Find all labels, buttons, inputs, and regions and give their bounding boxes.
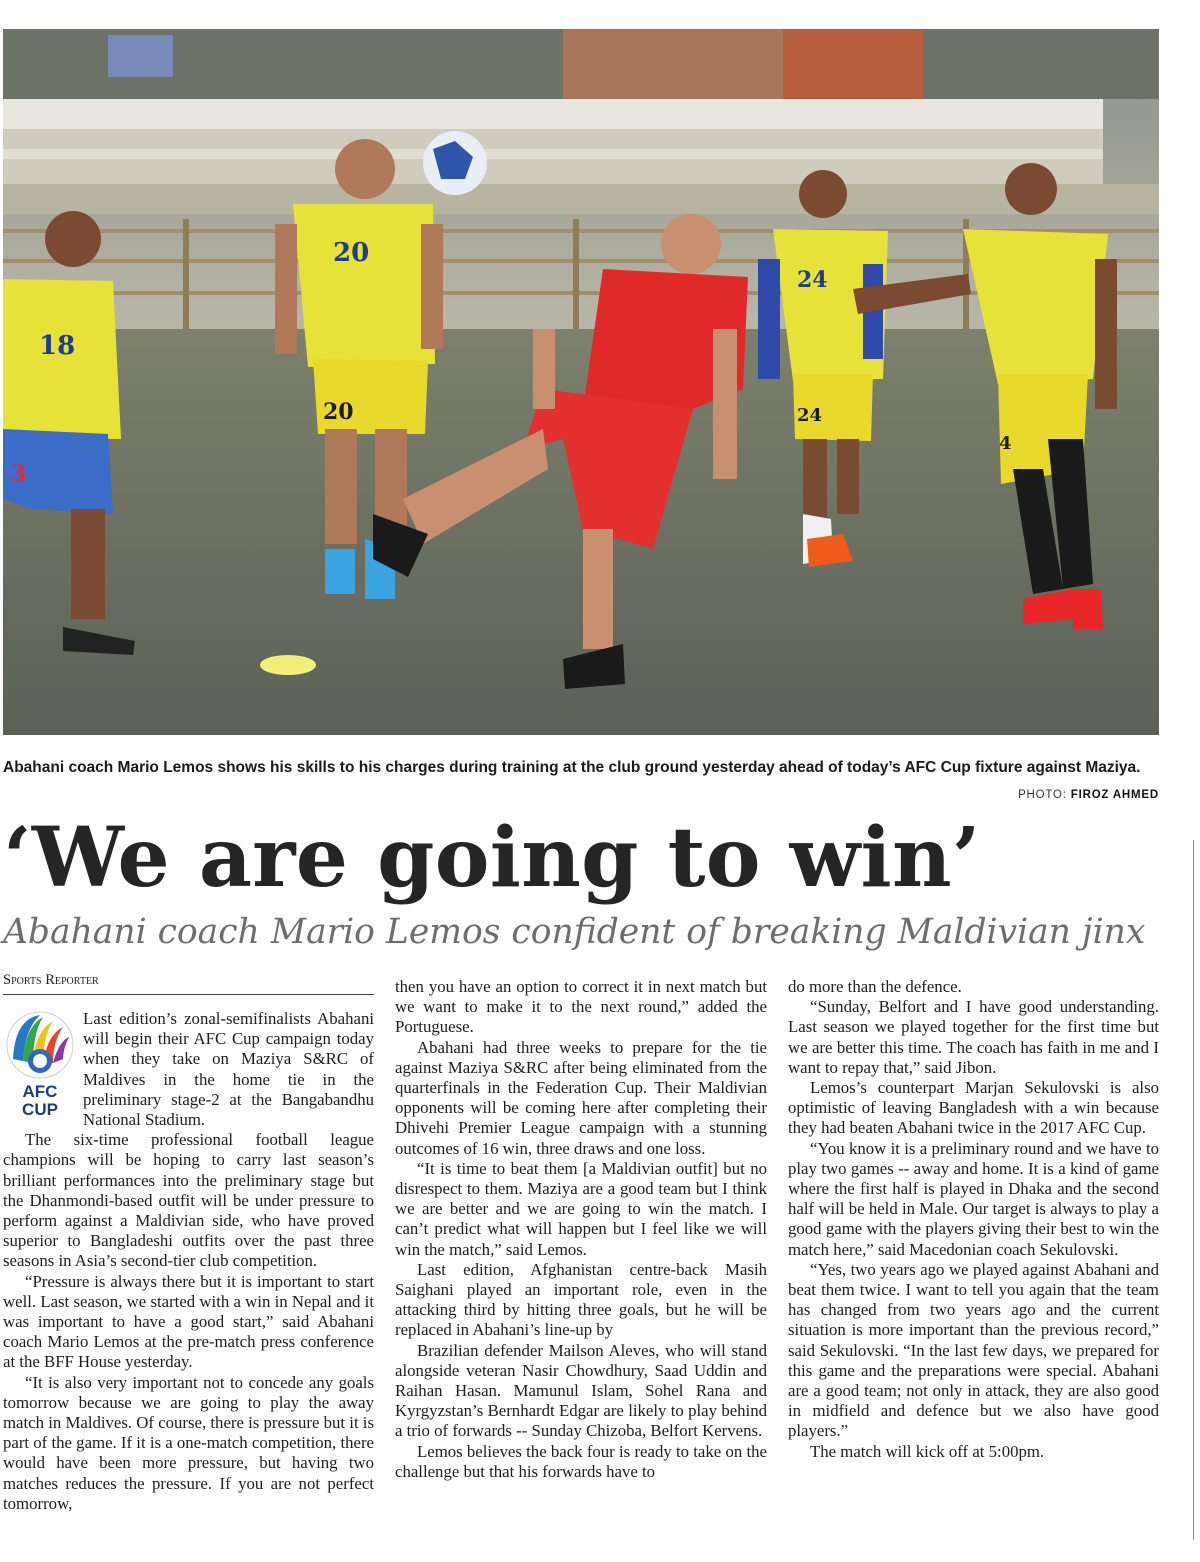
paragraph: Lemos’s counterpart Marjan Sekulovski is also optimistic of leaving Bangladesh with a win because they had beaten Abahani twice in the 2017 AFC Cup. (788, 1078, 1159, 1138)
afc-logo-line1: AFC (22, 1082, 58, 1101)
headline: ‘We are going to win’ (3, 810, 981, 906)
svg-text:20: 20 (333, 238, 370, 268)
paragraph: do more than the defence. (788, 977, 962, 996)
paragraph: “It is time to beat them [a Maldivian outfit] but no disrespect to them. Maziya are a good team but I think we are better and we are going to win the match. I can’t predict what will happen but I feel like we will win the match,” said Lemos. (395, 1158, 767, 1259)
article-column-1 (3, 1009, 374, 1514)
article-photo (3, 29, 1159, 735)
paragraph: Abahani had three weeks to prepare for the tie against Maziya S&RC after being eliminated from the quarterfinals in the Federation Cup. Their Maldivian opponents will be coming here after completing their Dhivehi Premier League campaign with a stunning outcomes of 16 win, three draws and one loss. (395, 1037, 767, 1158)
paragraph: “You know it is a preliminary round and we have to play two games -- away and home. It is a kind of game where the first half is played in Dhaka and the second half will be held in Male. Our target is always to play a good game with the players giving their best to win the match here,” said Macedonian coach Sekulovski. (788, 1138, 1159, 1259)
article-column-3 (788, 977, 1159, 1462)
paragraph: The match will kick off at 5:00pm. (810, 1441, 1045, 1461)
afc-cup-logo (3, 1009, 77, 1117)
credit-label: PHOTO: (1018, 789, 1067, 801)
photo-caption: Abahani coach Mario Lemos shows his skills to his charges during training at the club ground yesterday ahead of today’s AFC Cup fixture against Maziya. (3, 759, 1141, 776)
paragraph: The six-time professional football league champions will be hoping to carry last season’s brilliant performances into the preliminary stage but the Dhanmondi-based outfit will be under pressure to perform against a Maldivian side, who have proved superior to Bangladeshi outfits over the past three seasons in Asia’s second-tier club competition. (3, 1130, 374, 1271)
paragraph: then you have an option to correct it in next match but we want to make it to the next round,” added the Portuguese. (395, 977, 767, 1037)
paragraph: “It is also very important not to concede any goals tomorrow because we are going to play the away match in Maldives. Of course, there is pressure but it is part of the game. If it is a one-match competition, there would have been more pressure, but having two matches reduces the pressure. If you are not perfect tomorrow, (3, 1372, 374, 1513)
byline: Sports Reporter (3, 972, 374, 995)
paragraph: “Pressure is always there but it is important to start well. Last season, we started with a win in Nepal and it was important to have a good start,” said Abahani coach Mario Lemos at the pre-match press conference at the BFF House yesterday. (3, 1271, 374, 1372)
paragraph: “Yes, two years ago we played against Abahani and beat them twice. I want to tell you again that the team has changed from two years ago and the current situation is more important than the previous record,” said Sekulovski. “In the last few days, we prepared for this game and the preparations were special. Abahani are a good team; not only in attack, they are also good in midfield and defence but we also have good players.” (788, 1259, 1159, 1441)
paragraph: Last edition, Afghanistan centre-back Masih Saighani played an important role, even in the attacking third by hitting three goals, but he will be replaced in Abahani’s line-up by (395, 1259, 767, 1340)
svg-text:4: 4 (999, 433, 1012, 454)
subheadline: Abahani coach Mario Lemos confident of breaking Maldivian jinx (3, 912, 1146, 952)
svg-text:20: 20 (323, 399, 354, 425)
svg-text:24: 24 (797, 267, 828, 293)
paragraph: “Sunday, Belfort and I have good understanding. Last season we played together for the first time but we are better this time. The coach has faith in me and I want to repay that,” said Jibon. (788, 997, 1159, 1077)
page-edge-rule (1193, 840, 1194, 1540)
svg-text:18: 18 (39, 331, 76, 361)
article-column-2 (395, 977, 767, 1482)
credit-name: FIROZ AHMED (1070, 789, 1159, 801)
football-training-photo (3, 29, 1159, 735)
photo-credit (1018, 789, 1159, 801)
svg-text:24: 24 (797, 405, 823, 426)
paragraph: Last edition’s zonal-semifinalists Abahani will begin their AFC Cup campaign today when they take on Maziya S&RC of Maldives in the home tie in the preliminary stage-2 at the Bangabandhu National Stadium. (83, 1009, 374, 1130)
paragraph: Brazilian defender Mailson Aleves, who will stand alongside veteran Nasir Chowdhury, Saad Uddin and Raihan Hasan. Mamunul Islam, Sohel Rana and Kyrgyzstan’s Bernhardt Edgar are likely to play behind a trio of forwards -- Sunday Chizoba, Belfort Kervens. (395, 1340, 767, 1441)
afc-logo-line2: CUP (22, 1100, 58, 1117)
svg-text:3: 3 (11, 461, 27, 487)
paragraph: Lemos believes the back four is ready to take on the challenge but that his forwards have to (395, 1441, 767, 1481)
